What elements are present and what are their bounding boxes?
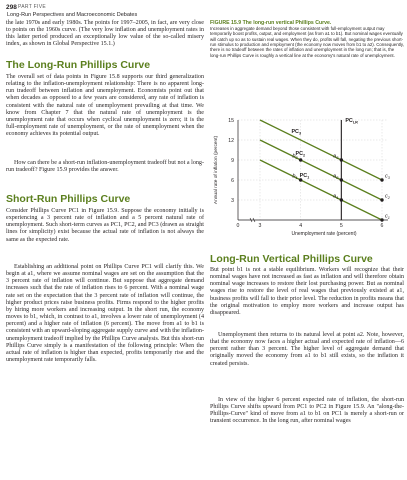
paragraph-long-run-2: Unemployment then returns to its natural level at point a2. Note, however, that the economy now faces a higher actual and expected rate of inflation—6 percent rather than 3 percent. The higher level of aggregate demand that originally moved the economy from a1 to b1 still exists, so the inflation it created persists. <box>210 332 404 367</box>
x-tick-label: 0 <box>236 223 240 229</box>
chart-axes <box>228 118 388 229</box>
figure-caption-block <box>210 20 404 58</box>
x-tick-label: 6 <box>380 223 384 229</box>
point-label-a2: $a_2$ <box>333 173 339 180</box>
point-c3 <box>380 178 383 181</box>
x-tick-label: 4 <box>299 223 303 229</box>
series-label-pc2: $PC_2$ <box>295 151 306 158</box>
heading-long-run-phillips-curve: The Long-Run Phillips Curve <box>6 59 151 71</box>
running-header: Long-Run Perspectives and Macroeconomic Debates <box>7 12 138 18</box>
phillips-curve-chart <box>210 112 404 250</box>
paragraph-short-run-2: Establishing an additional point on Phillips Curve PC1 will clarify this. We begin at a1, where we assume nominal wages are set on the assumption that the 3 percent rate of inflation will continue. But suppose that aggregate demand increases such that the rate of inflation rises to 6 percent. With a nominal wage rate set on the expectation that the 3 percent rate of inflation will continue, the higher product prices raise business profits. Firms respond to the higher profits by hiring more workers and increasing output. In the short run, the economy moves to b1, which, in contrast to a1, involves a lower rate of unemployment (4 percent) and a higher rate of inflation (6 percent). The move from a1 to b1 is consistent with an upward-sloping aggregate supply curve and with the inflation-unemployment tradeoff implied by the Phillips Curve analysis. But this short-run Phillips Curve simply is a manifestation of the following principle: When the actual rate of inflation is higher than expected, profits temporarily rise and the unemployment rate temporarily falls. <box>6 264 204 364</box>
paragraph-long-run-3: In view of the higher 6 percent expected rate of inflation, the short-run Phillips Curve shifts upward from PC1 to PC2 in Figure 15.9. An "along-the-Phillips-Curve" kind of move from a1 to b1 on PC1 is merely a short-run or transient occurrence. In the long run, after nominal wages <box>210 397 404 425</box>
y-tick-label: 9 <box>231 157 234 164</box>
point-label-c1: $c_1$ <box>385 213 390 220</box>
x-axis-label: Unemployment rate (percent) <box>291 231 357 237</box>
point-a1 <box>340 198 343 201</box>
series-line-pc3 <box>260 120 382 180</box>
y-tick-label: 15 <box>228 117 234 124</box>
figure-title: The long-run vertical Phillips Curve. <box>242 20 332 26</box>
x-tick-label: 5 <box>339 223 343 229</box>
x-tick-label: 3 <box>258 223 262 229</box>
point-a3 <box>340 158 343 161</box>
paragraph-tradeoff-question: How can there be a short-run inflation-unemployment tradeoff but not a long-run tradeoff? Figure 15.9 provides the answer. <box>6 160 204 174</box>
page-number: 298 <box>6 4 17 11</box>
figure-number: FIGURE 15.9 <box>210 20 242 26</box>
point-label-c3: $c_3$ <box>385 173 390 180</box>
chart-grid <box>238 120 388 220</box>
point-label-c2: $c_2$ <box>385 193 390 200</box>
point-c2 <box>380 198 383 201</box>
point-c1 <box>380 218 383 221</box>
point-label-b2: $b_2$ <box>292 153 298 160</box>
series-label-pclr: $PC_{LR}$ <box>345 118 358 125</box>
series-label-pc1: $PC_1$ <box>299 173 310 180</box>
y-axis-label: Annual rate of inflation (percent) <box>214 135 219 205</box>
figure-caption: Increases in aggregate demand beyond those consistent with full-employment output may temporarily boost profits, output, and employment (as from a1 to b1). But nominal wages eventually will catch up so as to sustain real wages. When they do, profits will fall, negating the previous short-run stimulus to production and employment (the economy now moves from b1 to a2). Consequently, there is no tradeoff between the rates of inflation and unemployment in the long run; that is, the long-run Phillips Curve is roughly a vertical line at the economy's natural rate of unemployment. <box>210 26 404 58</box>
paragraph-long-run: The overall set of data points in Figure 15.8 supports our third generalization relating to the inflation-unemployment relationship: There is no apparent long-run tradeoff between inflation and unemployment. Economists point out that when decades as opposed to a few years are considered, any rate of inflation is consistent with the natural rate of unemployment prevailing at that time. We know from Chapter 7 that the natural rate of unemployment is the unemployment rate that occurs when cyclical unemployment is zero; it is the full-employment rate of unemployment, or the rate of unemployment when the economy achieves its potential output. <box>6 74 204 138</box>
chart-series <box>260 120 382 220</box>
point-a2 <box>340 178 343 181</box>
paragraph-long-run-1: But point b1 is not a stable equilibrium. Workers will recognize that their nominal wages have not increased as fast as inflation and will therefore obtain nominal wage increases to restore their lost purchasing power. But as nominal wages rise to restore the level of real wages that previously existed at a1, business profits will fall to their prior level. The reduction in profits means that the original motivation to employ more workers and increase output has disappeared. <box>210 267 404 316</box>
y-tick-label: 12 <box>228 137 234 144</box>
heading-long-run-vertical: Long-Run Vertical Phillips Curve <box>210 253 373 265</box>
series-line-pc2 <box>260 140 382 200</box>
point-label-b1: $b_1$ <box>292 173 298 180</box>
series-label-pc3: $PC_3$ <box>291 129 302 136</box>
heading-short-run-phillips-curve: Short-Run Phillips Curve <box>6 193 131 205</box>
point-b2 <box>299 158 302 161</box>
series-line-pc1 <box>260 160 382 220</box>
paragraph-short-run-1: Consider Phillips Curve PC1 in Figure 15.9. Suppose the economy initially is experiencing a 3 percent rate of inflation and a 5 percent natural rate of unemployment. Such short-term curves as PC1, PC2, and PC3 (drawn as straight lines for simplicity) exist because the actual rate of inflation is not always the same as the expected rate. <box>6 208 204 243</box>
part-label: PART FIVE <box>18 4 46 10</box>
y-tick-label: 6 <box>231 177 234 184</box>
point-label-a1: $a_1$ <box>333 193 339 200</box>
intro-paragraph: the late 1970s and early 1980s. The points for 1997–2005, in fact, are very close to points on the 1960s curve. (The very low inflation and unemployment rates in this latter period produced an exceptionally low value of the so-called misery index, as shown in Global Perspective 15.1.) <box>6 20 204 48</box>
point-label-a3: $a_3$ <box>333 153 339 160</box>
y-tick-label: 3 <box>231 197 234 204</box>
